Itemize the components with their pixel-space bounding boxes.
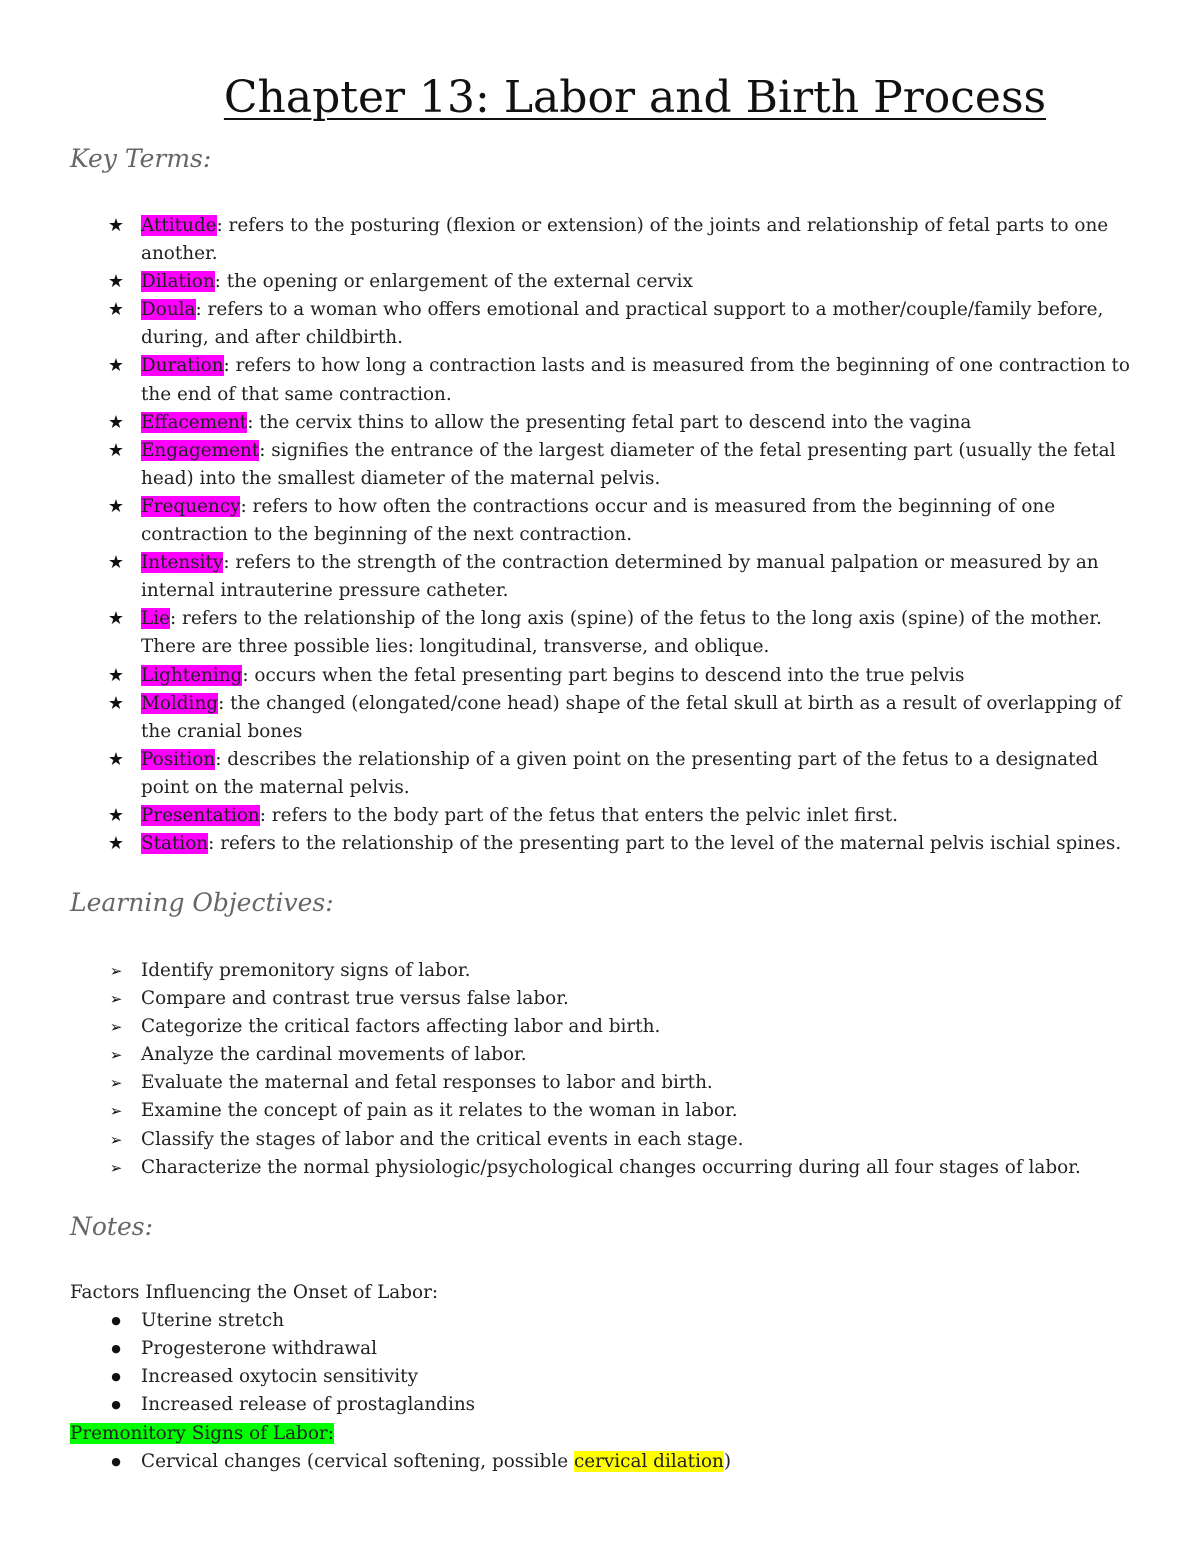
arrow-icon: ➢: [109, 1046, 123, 1065]
term-label: Attitude: [141, 215, 217, 236]
list-item: [70, 437, 1150, 493]
key-terms-heading: Key Terms:: [70, 144, 212, 173]
term-definition: : refers to how long a contraction lasts and is measured from the beginning of one contraction to the end of that same contraction.: [141, 355, 1130, 405]
term-definition: : occurs when the fetal presenting part begins to descend into the true pelvis: [242, 664, 965, 686]
list-item: [70, 409, 1150, 437]
list-item: [70, 549, 1150, 605]
list-item: [70, 268, 1150, 296]
arrow-icon: ➢: [109, 1158, 123, 1177]
bullet-icon: ●: [111, 1314, 121, 1327]
star-icon: ★: [107, 411, 125, 433]
list-item: [70, 1069, 1150, 1097]
list-item: [70, 212, 1150, 268]
objective-text: Evaluate the maternal and fetal responses to labor and birth.: [141, 1072, 713, 1094]
star-icon: ★: [107, 439, 125, 461]
term-definition: : signifies the entrance of the largest diameter of the fetal presenting part (usually the fetal head) into the smallest diameter of the maternal pelvis.: [141, 439, 1116, 489]
term-label: Effacement: [141, 411, 248, 433]
list-item: [70, 296, 1150, 352]
list-item: [70, 493, 1150, 549]
list-item: [70, 1041, 1150, 1069]
list-item: [70, 352, 1150, 408]
list-item: [70, 662, 1150, 690]
term-label: Intensity: [141, 552, 224, 574]
term-definition: : refers to the relationship of the long axis (spine) of the fetus to the long axis (spine) of the mother. There are three possible lies: longitudinal, transverse, and oblique.: [141, 608, 1102, 658]
term-label: Lie: [141, 608, 170, 630]
notes-heading: Notes:: [70, 1212, 154, 1241]
page-title: Chapter 13: Labor and Birth Process: [223, 72, 1047, 123]
star-icon: ★: [107, 608, 125, 630]
star-icon: ★: [107, 833, 125, 855]
objective-text: Analyze the cardinal movements of labor.: [141, 1044, 527, 1066]
arrow-icon: ➢: [109, 1074, 123, 1093]
term-definition: : refers to the relationship of the presenting part to the level of the maternal pelvis ischial spines.: [208, 833, 1122, 855]
term-definition: : refers to how often the contractions occur and is measured from the beginning of one contraction to the beginning of the next contraction.: [141, 495, 1056, 546]
premonitory-heading: [70, 1420, 334, 1448]
star-icon: ★: [107, 495, 125, 517]
star-icon: ★: [107, 664, 125, 686]
term-label: Dilation: [141, 271, 215, 293]
list-item: [70, 802, 1150, 830]
factors-heading: Factors Influencing the Onset of Labor:: [70, 1282, 439, 1303]
term-label: Position: [141, 748, 216, 770]
premonitory-highlight: cervical dilation: [573, 1451, 724, 1472]
list-item: [70, 746, 1150, 802]
factors-list: [70, 1307, 1150, 1419]
objective-text: Characterize the normal physiologic/psychological changes occurring during all four stages of labor.: [141, 1156, 1081, 1178]
objective-text: Categorize the critical factors affecting labor and birth.: [141, 1016, 661, 1038]
arrow-icon: ➢: [109, 962, 123, 980]
premonitory-list: [70, 1448, 1150, 1476]
objective-text: Compare and contrast true versus false labor.: [141, 988, 569, 1010]
term-definition: : refers to the posturing (flexion or extension) of the joints and relationship of fetal parts to one another.: [141, 215, 1109, 265]
list-item: [70, 1363, 1150, 1391]
objective-text: Identify premonitory signs of labor.: [141, 960, 471, 981]
list-item: [70, 1448, 1150, 1476]
term-label: Engagement: [141, 439, 260, 461]
star-icon: ★: [107, 271, 125, 293]
list-item: [70, 1391, 1150, 1419]
bullet-icon: ●: [111, 1370, 121, 1384]
objective-text: Classify the stages of labor and the critical events in each stage.: [141, 1128, 744, 1150]
arrow-icon: ➢: [109, 1102, 123, 1121]
list-item: [70, 1126, 1150, 1154]
list-item: [70, 1307, 1150, 1335]
bullet-icon: ●: [111, 1455, 121, 1468]
list-item: [70, 830, 1150, 858]
objective-text: Examine the concept of pain as it relates to the woman in labor.: [141, 1100, 738, 1122]
premonitory-text-before: Cervical changes (cervical softening, possible: [141, 1451, 574, 1472]
term-definition: : the changed (elongated/cone head) shape of the fetal skull at birth as a result of overlapping of the cranial bones: [141, 692, 1122, 742]
list-item: [70, 690, 1150, 746]
star-icon: ★: [107, 355, 125, 377]
term-label: Lightening: [141, 664, 243, 686]
list-item: [70, 1013, 1150, 1041]
list-item: [70, 985, 1150, 1013]
term-definition: : the cervix thins to allow the presenting fetal part to descend into the vagina: [247, 411, 972, 433]
term-label: Station: [141, 833, 209, 855]
bullet-icon: ●: [111, 1398, 121, 1412]
bullet-icon: ●: [111, 1342, 121, 1356]
term-label: Frequency: [141, 495, 241, 517]
list-item: [70, 957, 1150, 985]
factor-text: Increased oxytocin sensitivity: [141, 1366, 418, 1388]
term-definition: : the opening or enlargement of the external cervix: [214, 271, 693, 293]
arrow-icon: ➢: [109, 990, 123, 1009]
star-icon: ★: [107, 692, 125, 714]
premonitory-heading-text: Premonitory Signs of Labor:: [70, 1423, 334, 1444]
star-icon: ★: [107, 552, 125, 574]
star-icon: ★: [107, 804, 125, 826]
key-terms-list: [70, 212, 1150, 858]
factor-text: Increased release of prostaglandins: [141, 1394, 476, 1416]
factor-text: Progesterone withdrawal: [141, 1338, 378, 1360]
term-definition: : describes the relationship of a given point on the presenting part of the fetus to a designated point on the maternal pelvis.: [141, 748, 1099, 798]
list-item: [70, 605, 1150, 661]
learning-objectives-heading: Learning Objectives:: [70, 888, 334, 917]
factor-text: Uterine stretch: [141, 1310, 285, 1331]
star-icon: ★: [107, 215, 125, 236]
term-definition: : refers to a woman who offers emotional and practical support to a mother/couple/family before, during, and after childbirth.: [141, 299, 1104, 349]
premonitory-text-after: ): [723, 1451, 732, 1472]
term-label: Duration: [141, 355, 224, 377]
term-definition: : refers to the body part of the fetus that enters the pelvic inlet first.: [259, 804, 898, 826]
arrow-icon: ➢: [109, 1130, 123, 1149]
list-item: [70, 1097, 1150, 1125]
term-definition: : refers to the strength of the contraction determined by manual palpation or measured by an internal intrauterine pressure catheter.: [141, 552, 1099, 602]
star-icon: ★: [107, 299, 125, 321]
term-label: Doula: [141, 299, 196, 321]
term-label: Molding: [141, 692, 219, 714]
objectives-list: [70, 957, 1150, 1182]
term-label: Presentation: [141, 804, 260, 826]
arrow-icon: ➢: [109, 1018, 123, 1037]
list-item: [70, 1154, 1150, 1182]
star-icon: ★: [107, 748, 125, 770]
list-item: [70, 1335, 1150, 1363]
